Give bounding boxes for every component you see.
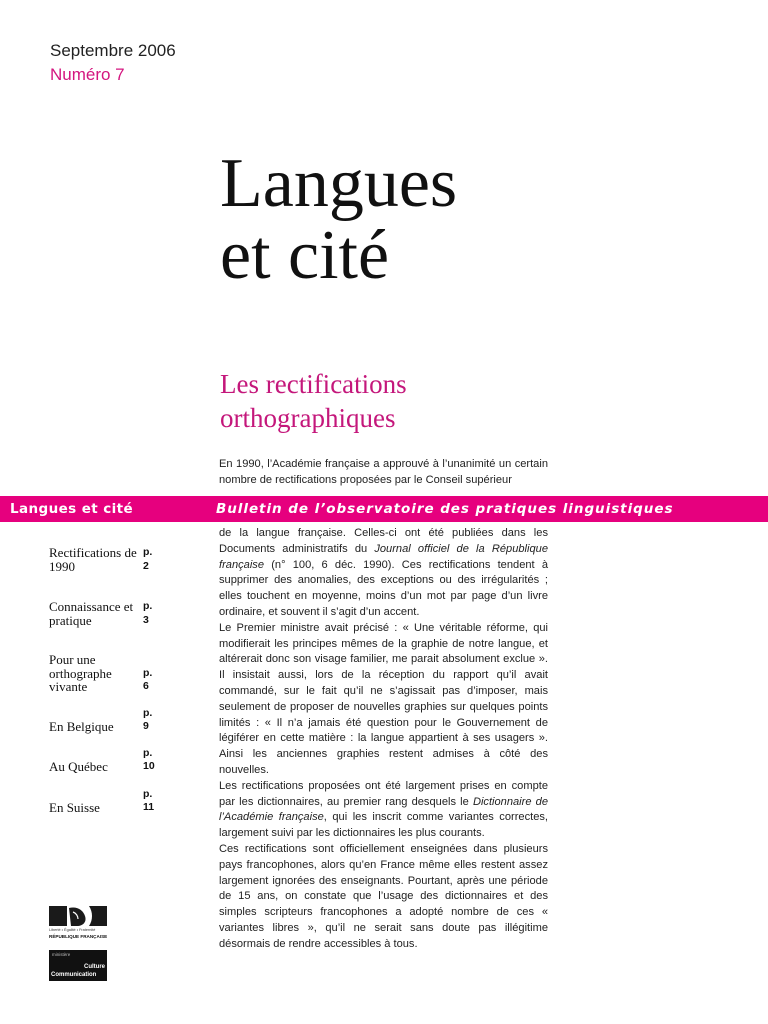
toc-page: p. 10 xyxy=(143,746,155,772)
republique-motto: Liberté • Égalité • Fraternité xyxy=(49,928,96,932)
subtitle-line-2: orthographiques xyxy=(220,403,396,433)
republique-francaise-logo xyxy=(49,904,107,944)
toc-item-orthographe[interactable] xyxy=(49,652,153,694)
republique-name: RÉPUBLIQUE FRANÇAISE xyxy=(49,934,108,939)
text-span: Les rectifications proposées ont été largement prises en compte par les dictionnaires, au premier rang desquels le xyxy=(219,779,548,808)
dictionary-reference: Dictionnaire de l’Académie française xyxy=(219,795,548,824)
text-span: , qui les inscrit comme variantes correctes, largement suivi par les dictionnaires les plus courants. xyxy=(219,811,548,840)
issue-subtitle xyxy=(220,367,407,435)
journal-reference: Journal officiel de la République française xyxy=(219,542,548,571)
toc-label: Au Québec xyxy=(49,759,108,774)
marianne-icon xyxy=(49,904,107,928)
publication-title xyxy=(220,145,458,294)
ministry-small-label: ministère xyxy=(52,952,71,957)
toc-label: Rectifications de 1990 xyxy=(49,545,137,574)
toc-label: En Suisse xyxy=(49,800,100,815)
toc-page: p. 6 xyxy=(143,666,153,692)
banner-tagline: Bulletin de l’observatoire des pratiques linguistiques xyxy=(216,501,674,517)
article-paragraph xyxy=(219,526,548,621)
ministry-culture-label: Culture xyxy=(84,964,105,970)
ministry-logo xyxy=(49,950,107,981)
issue-date: Septembre 2006 xyxy=(50,41,176,60)
toc-item-belgique[interactable] xyxy=(49,706,153,734)
ministry-communication-label: Communication xyxy=(51,972,97,978)
toc-item-suisse[interactable] xyxy=(49,787,155,815)
toc-page: p. 2 xyxy=(143,546,153,572)
article-intro: En 1990, l’Académie française a approuvé à l’unanimité un certain nombre de rectifications proposées par le Conseil supérieur xyxy=(219,458,548,486)
article-body xyxy=(219,526,548,953)
article-paragraph: Le Premier ministre avait précisé : « Une véritable réforme, qui modifierait les principes mêmes de la graphie de notre langue, et altérerait donc son visage familier, me parait absolument exclue ». Il insistait aussi, lors de la réception du rapport qu’il avait commandé, sur le fait qu’il ne s’agissait pas d’imposer, mais seulement de proposer de nouvelles graphies sur quelques points limités : « Il n’a jamais été question pour le Gouvernement de légiférer en cette matière : la langue appartient à ses usagers ». Ainsi les anciennes graphies restent admises à côté des nouvelles. xyxy=(219,621,548,776)
article-paragraph: Ces rectifications sont officiellement enseignées dans plusieurs pays francophones, alors qu’en France même elles restent assez largement ignorées des enseignants. Pourtant, après une période de 15 ans, on constate que l’usage des dictionnaires et des simples scripteurs francophones a adopté nombre de ces « variantes libres », qu’il ne serait sans doute pas illégitime désormais de rendre accessibles à tous. xyxy=(219,842,548,950)
text-span: (n° 100, 6 déc. 1990). Ces rectifications tendent à supprimer des anomalies, des exceptions ou des irrégularités ; elles touchent en moyenne, moins d’un mot par page d’un livre ordinaire, et souvent il s’agit d’un accent. xyxy=(219,558,548,618)
subtitle-line-1: Les rectifications xyxy=(220,369,407,399)
header-banner xyxy=(0,496,768,522)
toc-item-quebec[interactable] xyxy=(49,746,155,774)
toc-label: Connaissance et pratique xyxy=(49,599,134,628)
toc-page: p. 11 xyxy=(143,787,155,813)
toc-page: p. 3 xyxy=(143,600,153,626)
toc-item-connaissance[interactable] xyxy=(49,599,153,628)
toc-label: Pour une orthographe vivante xyxy=(49,652,112,694)
toc-page: p. 9 xyxy=(143,706,153,732)
text-span: de la langue française. Celles-ci ont été publiées dans les Documents administratifs du xyxy=(219,527,548,555)
title-line-2: et cité xyxy=(220,217,390,294)
issue-number: Numéro 7 xyxy=(50,65,125,84)
banner-publication-name: Langues et cité xyxy=(10,501,134,517)
title-line-1: Langues xyxy=(220,145,458,222)
article-paragraph xyxy=(219,779,548,842)
toc-label: En Belgique xyxy=(49,719,114,734)
toc-item-rectifications[interactable] xyxy=(49,545,153,574)
